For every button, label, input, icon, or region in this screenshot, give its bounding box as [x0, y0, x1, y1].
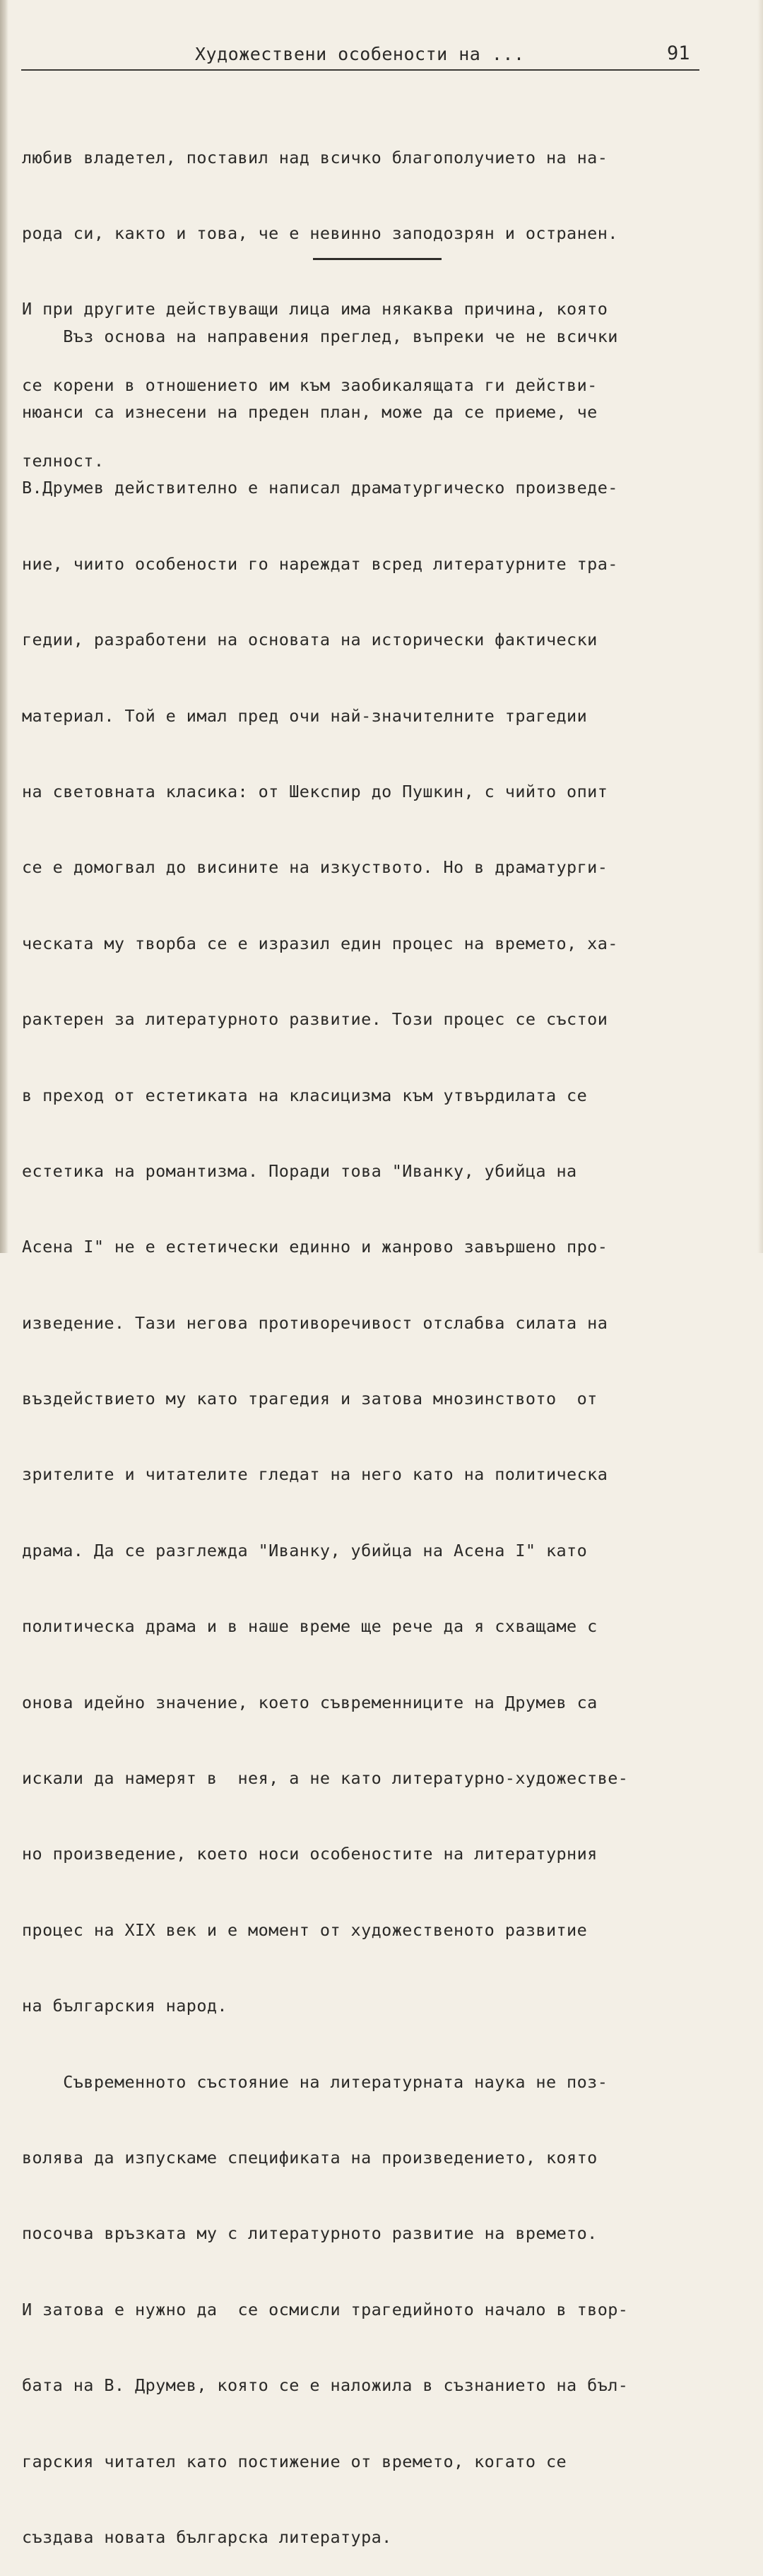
- text-line: въздействието му като трагедия и затова мнозинството от: [22, 1389, 598, 1409]
- page-edge-shadow: [757, 0, 763, 1253]
- text-line: в преход от естетиката на класицизма към утвърдилата се: [22, 1085, 588, 1105]
- text-line: рактерен за литературното развитие. Този процес се състои: [22, 1009, 608, 1030]
- text-line: рода си, както и това, че е невинно заподозрян и остранен.: [22, 223, 618, 243]
- book-spine-shadow: [0, 0, 8, 1253]
- section-separator: [313, 258, 442, 260]
- text-line: но произведение, което носи особеностите на литературния: [22, 1844, 598, 1864]
- text-line: любив владетел, поставил над всичко благополучието на на-: [22, 147, 608, 167]
- text-line: телност.: [22, 451, 105, 471]
- running-header: [21, 41, 699, 71]
- text-line: на световната класика: от Шекспир до Пушкин, с чийто опит: [22, 781, 608, 801]
- paragraph-block-2: [22, 274, 714, 2576]
- text-line: се корени в отношението им към заобикалящата ги действи-: [22, 375, 598, 395]
- text-line: онова идейно значение, което съвременниците на Друмев са: [22, 1692, 598, 1712]
- text-line: посочва връзката му с литературното развитие на времето.: [22, 2223, 598, 2244]
- text-line: ние, чиито особености го нареждат всред литературните тра-: [22, 553, 618, 574]
- text-line: Съвременното състояние на литературната наука не поз-: [22, 2071, 608, 2092]
- text-line: драма. Да се разглежда "Иванку, убийца на Асена I" като: [22, 1540, 588, 1560]
- text-line: политическа драма и в наше време ще рече да я схващаме с: [22, 1616, 598, 1637]
- page-number: 91: [667, 42, 690, 64]
- text-line: създава новата българска литература.: [22, 2527, 392, 2547]
- text-line: нюанси са изнесени на преден план, може да се приеме, че: [22, 401, 598, 422]
- text-line: процес на XIX век и е момент от художественото развитие: [22, 1919, 588, 1940]
- text-line: гедии, разработени на основата на исторически фактически: [22, 630, 598, 650]
- text-line: зрителите и читателите гледат на него като на политическа: [22, 1464, 608, 1485]
- text-line: на българския народ.: [22, 1996, 227, 2016]
- text-line: бата на В. Друмев, която се е наложила в съзнанието на бъл-: [22, 2375, 629, 2396]
- text-line: ческата му творба се е изразил един процес на времето, ха-: [22, 933, 618, 953]
- text-line: искали да намерят в нея, а не като литературно-художестве-: [22, 1768, 629, 1789]
- text-line: Асена I" не е естетически единно и жанрово завършено про-: [22, 1237, 608, 1257]
- text-line: волява да изпускаме спецификата на произведението, която: [22, 2147, 598, 2168]
- text-line: се е домогвал до висините на изкуството. Но в драматурги-: [22, 857, 608, 878]
- text-line: И при другите действуващи лица има някаква причина, която: [22, 299, 608, 319]
- header-title: Художествени особености на ...: [195, 44, 525, 64]
- text-line: В.Друмев действително е написал драматургическо произведе-: [22, 478, 618, 498]
- text-line: гарския читател като постижение от времето, когато се: [22, 2451, 567, 2471]
- text-line: изведение. Тази негова противоречивост отслабва силата на: [22, 1312, 608, 1333]
- text-line: Въз основа на направения преглед, въпреки че не всички: [22, 326, 618, 346]
- text-line: естетика на романтизма. Поради това "Иванку, убийца на: [22, 1160, 577, 1181]
- text-line: материал. Той е имал пред очи най-значителните трагедии: [22, 705, 588, 726]
- text-line: И затова е нужно да се осмисли трагедийното начало в твор-: [22, 2299, 629, 2319]
